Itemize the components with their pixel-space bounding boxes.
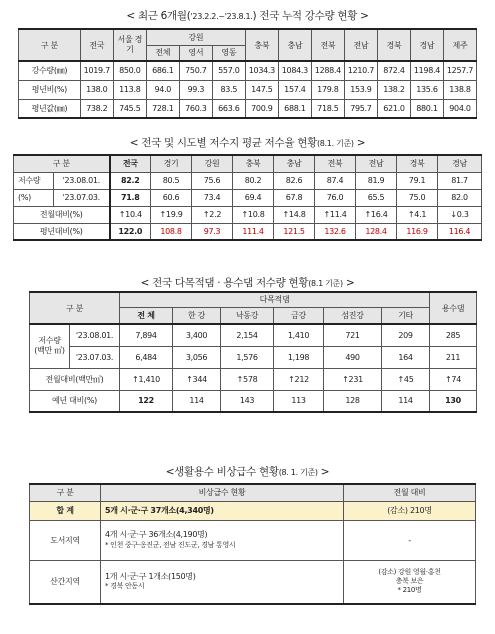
cell: 122 — [120, 390, 173, 412]
cell: 138.0 — [80, 80, 113, 99]
cell: 1257.7 — [443, 61, 476, 80]
cell: 113.8 — [113, 80, 146, 99]
cell: ↑14.8 — [274, 206, 315, 223]
cell: 128 — [324, 390, 382, 412]
header-multi-dam: 다목적댐 — [120, 292, 430, 307]
header-national: 전국 — [110, 155, 151, 172]
label-mom: 전월대비(%) — [14, 206, 110, 223]
header-nakdong: 낙동강 — [221, 307, 274, 324]
rainfall-table — [18, 28, 477, 119]
cell: 738.2 — [80, 99, 113, 118]
cell: 285 — [430, 324, 477, 346]
header-gyeongbuk: 경북 — [397, 155, 438, 172]
header-gw-west: 영서 — [179, 45, 212, 61]
cell: 80.5 — [151, 172, 192, 189]
cell: 79.1 — [397, 172, 438, 189]
cell: 3,400 — [173, 324, 221, 346]
header-jeonbuk: 전북 — [311, 29, 344, 61]
row-label: 평년비(%) — [19, 80, 81, 99]
cell: 1034.3 — [245, 61, 278, 80]
cell: 97.3 — [192, 223, 233, 240]
cell: 1288.4 — [311, 61, 344, 80]
mountain-mom — [344, 560, 476, 604]
cell: 116.4 — [438, 223, 482, 240]
cell: 132.6 — [315, 223, 356, 240]
cell: ↑231 — [324, 368, 382, 390]
cell: 1,576 — [221, 346, 274, 368]
date-aug: '23.08.01. — [54, 172, 110, 189]
cell: ↑578 — [221, 368, 274, 390]
cell: 75.0 — [397, 189, 438, 206]
cell: 209 — [382, 324, 430, 346]
cell: 87.4 — [315, 172, 356, 189]
cell: 75.6 — [192, 172, 233, 189]
cell: 83.5 — [212, 80, 245, 99]
cell: 130 — [430, 390, 477, 412]
cell: 138.2 — [377, 80, 410, 99]
cell: 76.0 — [315, 189, 356, 206]
cell: 116.9 — [397, 223, 438, 240]
cell: 721 — [324, 324, 382, 346]
header-jeonbuk: 전북 — [315, 155, 356, 172]
island-line1: 4개 시·군·구 36개소(4,190명) — [105, 530, 208, 540]
reservoir-table — [13, 154, 482, 241]
cell: ↑344 — [173, 368, 221, 390]
cell: 2,154 — [221, 324, 274, 346]
header-chungbuk: 충북 — [245, 29, 278, 61]
cell: 663.6 — [212, 99, 245, 118]
cell: 7,894 — [120, 324, 173, 346]
header-gangwon: 강원 — [192, 155, 233, 172]
cell: ↑10.8 — [233, 206, 274, 223]
island-line2: * 인천 중구·옹진군, 전남 진도군, 경남 통영시 — [105, 540, 236, 549]
cell: 728.1 — [146, 99, 179, 118]
cell: 114 — [173, 390, 221, 412]
header-geum: 금강 — [274, 307, 324, 324]
cell: 211 — [430, 346, 477, 368]
cell: 69.4 — [233, 189, 274, 206]
cell: 113 — [274, 390, 324, 412]
cell: ↑2.2 — [192, 206, 233, 223]
header-jeonnam: 전남 — [356, 155, 397, 172]
header-mom: 전월 대비 — [344, 484, 476, 501]
cell: 71.8 — [110, 189, 151, 206]
header-gyeongnam: 경남 — [410, 29, 443, 61]
cell: 904.0 — [443, 99, 476, 118]
header-water-dam: 용수댐 — [430, 292, 477, 324]
label-yoy: 예년 대비(%) — [30, 390, 120, 412]
reservoir-title: < 전국 및 시도별 저수지 평균 저수율 현황(8.1. 기준) > — [129, 137, 366, 149]
mountain-label: 산간지역 — [30, 560, 101, 604]
dam-table — [29, 291, 477, 413]
cell: 1084.3 — [278, 61, 311, 80]
header-seoul: 서울 경기 — [113, 29, 146, 61]
label-storage — [30, 324, 70, 368]
mountain-mom-line3: * 210명 — [397, 586, 422, 595]
cell: 850.0 — [113, 61, 146, 80]
header-chungnam: 충남 — [274, 155, 315, 172]
cell: 872.4 — [377, 61, 410, 80]
header-national: 전국 — [80, 29, 113, 61]
mountain-mom-line2: 충북 보은 — [395, 577, 424, 586]
cell: 80.2 — [233, 172, 274, 189]
total-mom: (감소) 210명 — [344, 501, 476, 520]
cell: 718.5 — [311, 99, 344, 118]
cell: ↑74 — [430, 368, 477, 390]
label-storage-unit: (백만 ㎥) — [34, 346, 65, 356]
cell: 147.5 — [245, 80, 278, 99]
total-label: 합 계 — [30, 501, 101, 520]
label-storage: 저수량 — [14, 172, 54, 189]
cell: 65.5 — [356, 189, 397, 206]
island-label: 도서지역 — [30, 520, 101, 560]
cell: 1,410 — [274, 324, 324, 346]
header-status: 비상급수 현황 — [101, 484, 344, 501]
cell: 67.8 — [274, 189, 315, 206]
cell: 760.3 — [179, 99, 212, 118]
cell: ↑10.4 — [110, 206, 151, 223]
cell: 1019.7 — [80, 61, 113, 80]
label-storage-text: 저수량 — [38, 335, 61, 345]
cell: 128.4 — [356, 223, 397, 240]
cell: 179.8 — [311, 80, 344, 99]
mountain-line1: 1개 시·군·구 1개소(150명) — [105, 572, 196, 581]
cell: ↑45 — [382, 368, 430, 390]
label-mom: 전월대비(백만㎥) — [30, 368, 120, 390]
cell: 1,198 — [274, 346, 324, 368]
cell: 73.4 — [192, 189, 233, 206]
dam-title: < 전국 다목적댐 · 용수댐 저수량 현황(8.1 기준) > — [140, 277, 355, 289]
total-status: 5개 시·군·구 37개소(4,340명) — [101, 501, 344, 520]
rainfall-title: < 최근 6개월('23.2.2.~'23.8.1.) 전국 누적 강수량 현황 > — [126, 10, 369, 22]
date-jul: '23.07.03. — [54, 189, 110, 206]
header-chungbuk: 충북 — [233, 155, 274, 172]
header-chungnam: 충남 — [278, 29, 311, 61]
header-gangwon: 강원 — [146, 29, 245, 45]
cell: ↑11.4 — [315, 206, 356, 223]
cell: ↑212 — [274, 368, 324, 390]
label-yoy: 평년대비(%) — [14, 223, 110, 240]
cell: 164 — [382, 346, 430, 368]
cell: 557.0 — [212, 61, 245, 80]
cell: ↑16.4 — [356, 206, 397, 223]
cell: 880.1 — [410, 99, 443, 118]
cell: 121.5 — [274, 223, 315, 240]
header-gyeonggi: 경기 — [151, 155, 192, 172]
cell: ↓0.3 — [438, 206, 482, 223]
cell: 122.0 — [110, 223, 151, 240]
row-label: 강수량(㎜) — [19, 61, 81, 80]
cell: 3,056 — [173, 346, 221, 368]
cell: 700.9 — [245, 99, 278, 118]
header-gw-east: 영동 — [212, 45, 245, 61]
cell: 795.7 — [344, 99, 377, 118]
cell: 82.0 — [438, 189, 482, 206]
cell: 153.9 — [344, 80, 377, 99]
header-jeju: 제주 — [443, 29, 476, 61]
mountain-status — [101, 560, 344, 604]
row-label: 평년값(㎜) — [19, 99, 81, 118]
cell: 82.6 — [274, 172, 315, 189]
cell: 135.6 — [410, 80, 443, 99]
cell: 157.4 — [278, 80, 311, 99]
header-gyeongbuk: 경북 — [377, 29, 410, 61]
cell: 745.5 — [113, 99, 146, 118]
header-hangang: 한 강 — [173, 307, 221, 324]
header-gubun: 구 분 — [19, 29, 81, 61]
cell: 621.0 — [377, 99, 410, 118]
cell: 114 — [382, 390, 430, 412]
cell: 81.7 — [438, 172, 482, 189]
header-gw-all: 전체 — [146, 45, 179, 61]
cell: 6,484 — [120, 346, 173, 368]
cell: 1210.7 — [344, 61, 377, 80]
header-total: 전 체 — [120, 307, 173, 324]
emergency-water-table — [29, 483, 476, 605]
cell: 99.3 — [179, 80, 212, 99]
header-jeonnam: 전남 — [344, 29, 377, 61]
cell: 138.8 — [443, 80, 476, 99]
cell: 111.4 — [233, 223, 274, 240]
cell: 688.1 — [278, 99, 311, 118]
cell: ↑19.9 — [151, 206, 192, 223]
cell: 82.2 — [110, 172, 151, 189]
cell: ↑1,410 — [120, 368, 173, 390]
label-pct: (%) — [14, 189, 54, 206]
header-gubun: 구 분 — [30, 292, 120, 324]
emergency-water-title: <생활용수 비상급수 현황(8. 1. 기준) > — [165, 466, 330, 478]
cell: 81.9 — [356, 172, 397, 189]
island-status — [101, 520, 344, 560]
date-aug: '23.08.01. — [70, 324, 120, 346]
cell: 60.6 — [151, 189, 192, 206]
header-gubun: 구 분 — [14, 155, 110, 172]
cell: 108.8 — [151, 223, 192, 240]
header-seomjin: 섬진강 — [324, 307, 382, 324]
cell: 1198.4 — [410, 61, 443, 80]
island-mom: - — [344, 520, 476, 560]
cell: 686.1 — [146, 61, 179, 80]
header-etc: 기타 — [382, 307, 430, 324]
date-jul: '23.07.03. — [70, 346, 120, 368]
cell: ↑4.1 — [397, 206, 438, 223]
header-gubun: 구 분 — [30, 484, 101, 501]
mountain-mom-line1: (감소) 강원 영월·홍천 — [378, 568, 441, 577]
header-gyeongnam: 경남 — [438, 155, 482, 172]
cell: 750.7 — [179, 61, 212, 80]
cell: 94.0 — [146, 80, 179, 99]
cell: 143 — [221, 390, 274, 412]
mountain-line2: * 경북 안동시 — [105, 582, 145, 591]
cell: 490 — [324, 346, 382, 368]
